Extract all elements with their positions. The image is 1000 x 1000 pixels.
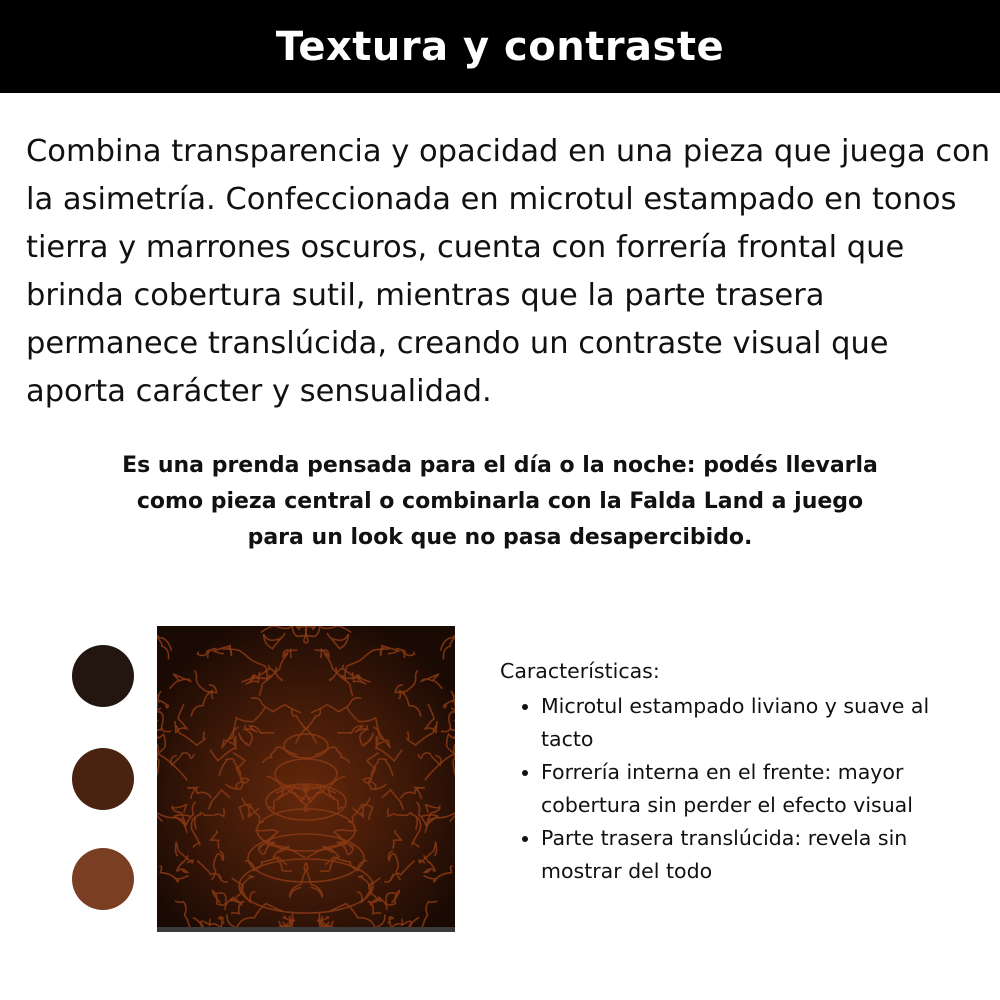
intro-paragraph: Combina transparencia y opacidad en una pieza que juega con la asimetría. Confeccionada en microtul estampado en tonos tierra y marrones oscuros, cuenta con forrería frontal que brinda cobertura sutil, mientras que la parte trasera permanece translúcida, creando un contraste visual que aporta carácter y sensualidad. bbox=[26, 134, 991, 409]
color-swatch-rust bbox=[72, 848, 134, 910]
feature-item: • Microtul estampado liviano y suave al tacto bbox=[541, 690, 960, 756]
color-swatch-dark-brown bbox=[72, 645, 134, 707]
color-swatch-chocolate bbox=[72, 748, 134, 810]
features-section bbox=[500, 655, 960, 888]
fabric-print-image bbox=[157, 626, 455, 932]
features-list bbox=[500, 690, 960, 888]
highlight-paragraph: Es una prenda pensada para el día o la noche: podés llevarla como pieza central o combinarla con la Falda Land a juego para un look que no pasa desapercibido. bbox=[122, 453, 878, 550]
header-bar bbox=[0, 0, 1000, 93]
page-title: Textura y contraste bbox=[275, 23, 725, 70]
features-title: Características: bbox=[500, 659, 660, 683]
feature-item: • Parte trasera translúcida: revela sin mostrar del todo bbox=[541, 822, 960, 888]
feature-item: • Forrería interna en el frente: mayor cobertura sin perder el efecto visual bbox=[541, 756, 960, 822]
